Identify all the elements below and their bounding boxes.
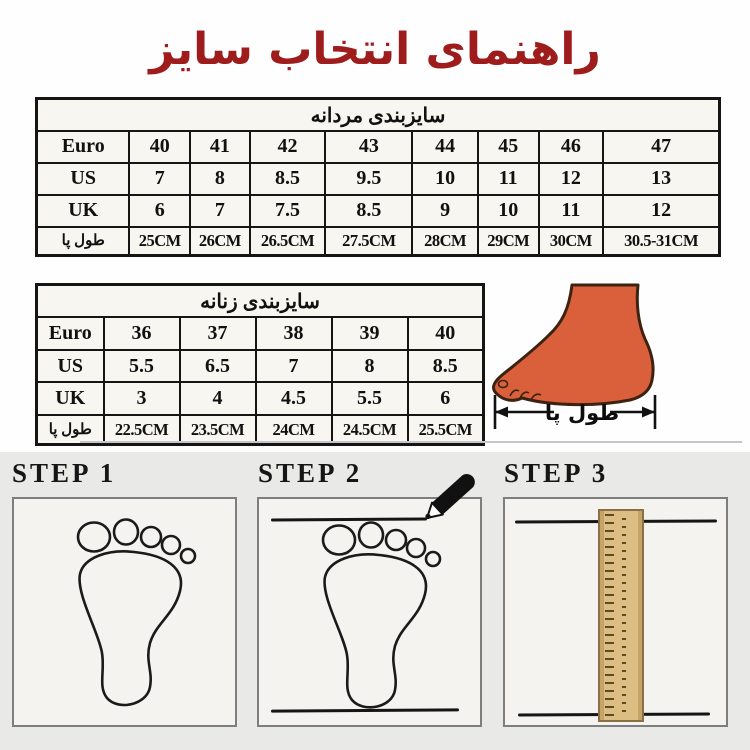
size-cell: 42	[250, 131, 326, 163]
size-cell: 11	[478, 163, 539, 195]
size-cell: 7	[129, 163, 190, 195]
row-label: Euro	[37, 131, 130, 163]
size-cell: 38	[256, 317, 332, 350]
size-cell: 28CM	[412, 227, 478, 256]
size-cell: 8	[190, 163, 250, 195]
size-cell: 40	[129, 131, 190, 163]
size-cell: 5.5	[104, 350, 180, 383]
table-row	[37, 131, 720, 163]
size-cell: 25.5CM	[408, 415, 484, 444]
size-cell: 7.5	[250, 195, 326, 227]
size-cell: 6	[408, 382, 484, 415]
size-cell: 26.5CM	[250, 227, 326, 256]
size-cell: 40	[408, 317, 484, 350]
size-cell: 13	[603, 163, 719, 195]
step1-panel	[12, 497, 237, 727]
size-cell: 12	[603, 195, 719, 227]
size-cell: 12	[539, 163, 604, 195]
table-row	[37, 350, 484, 383]
row-label: UK	[37, 195, 130, 227]
size-cell: 43	[325, 131, 412, 163]
size-cell: 8	[332, 350, 408, 383]
size-cell: 45	[478, 131, 539, 163]
table-row	[37, 317, 484, 350]
step2-heading: STEP 2	[258, 458, 363, 488]
separator-line	[80, 441, 742, 443]
table-row	[37, 195, 720, 227]
size-cell: 9.5	[325, 163, 412, 195]
size-cell: 6.5	[180, 350, 256, 383]
size-cell: 7	[256, 350, 332, 383]
row-label: UK	[37, 382, 104, 415]
size-cell: 8.5	[325, 195, 412, 227]
size-cell: 4	[180, 382, 256, 415]
size-cell: 44	[412, 131, 478, 163]
step2-panel	[257, 497, 482, 727]
size-cell: 10	[478, 195, 539, 227]
size-cell: 23.5CM	[180, 415, 256, 444]
women-table-header: سایزبندی زنانه	[37, 285, 484, 318]
step3-panel	[503, 497, 728, 727]
size-cell: 36	[104, 317, 180, 350]
men-size-table	[35, 97, 721, 257]
foot-side-shape	[494, 285, 654, 405]
table-row	[37, 382, 484, 415]
size-cell: 37	[180, 317, 256, 350]
ruler-ticks	[605, 514, 614, 717]
size-cell: 10	[412, 163, 478, 195]
women-size-table	[35, 283, 485, 446]
size-cell: 8.5	[408, 350, 484, 383]
size-cell: 39	[332, 317, 408, 350]
ruler-ticks	[622, 518, 626, 717]
size-cell: 3	[104, 382, 180, 415]
size-cell: 5.5	[332, 382, 408, 415]
page-title: راهنمای انتخاب سایز	[149, 24, 601, 75]
size-cell: 27.5CM	[325, 227, 412, 256]
foot-outline-icon	[14, 499, 235, 725]
size-cell: 8.5	[250, 163, 326, 195]
size-cell: 46	[539, 131, 604, 163]
size-cell: 25CM	[129, 227, 190, 256]
foot-length-label: طول پا	[37, 227, 130, 256]
size-cell: 47	[603, 131, 719, 163]
row-label: Euro	[37, 317, 104, 350]
men-table-header: سایزبندی مردانه	[37, 99, 720, 132]
foot-length-label: طول پا	[37, 415, 104, 444]
row-label: US	[37, 350, 104, 383]
measuring-steps-section	[0, 452, 750, 750]
size-cell: 30CM	[539, 227, 604, 256]
size-cell: 22.5CM	[104, 415, 180, 444]
size-cell: 11	[539, 195, 604, 227]
step1-heading: STEP 1	[12, 458, 117, 488]
size-cell: 26CM	[190, 227, 250, 256]
table-row	[37, 163, 720, 195]
size-cell: 6	[129, 195, 190, 227]
size-cell: 9	[412, 195, 478, 227]
foot-length-illustration	[488, 283, 726, 447]
foot-length-caption: طول پا	[544, 401, 620, 425]
size-cell: 29CM	[478, 227, 539, 256]
size-cell: 7	[190, 195, 250, 227]
size-cell: 24CM	[256, 415, 332, 444]
size-cell: 24.5CM	[332, 415, 408, 444]
ruler-icon	[598, 509, 644, 722]
table-row	[37, 285, 484, 318]
pencil-icon	[404, 464, 484, 554]
size-cell: 41	[190, 131, 250, 163]
table-row	[37, 99, 720, 132]
table-row	[37, 227, 720, 256]
row-label: US	[37, 163, 130, 195]
size-cell: 30.5-31CM	[603, 227, 719, 256]
step3-heading: STEP 3	[504, 458, 609, 488]
size-cell: 4.5	[256, 382, 332, 415]
